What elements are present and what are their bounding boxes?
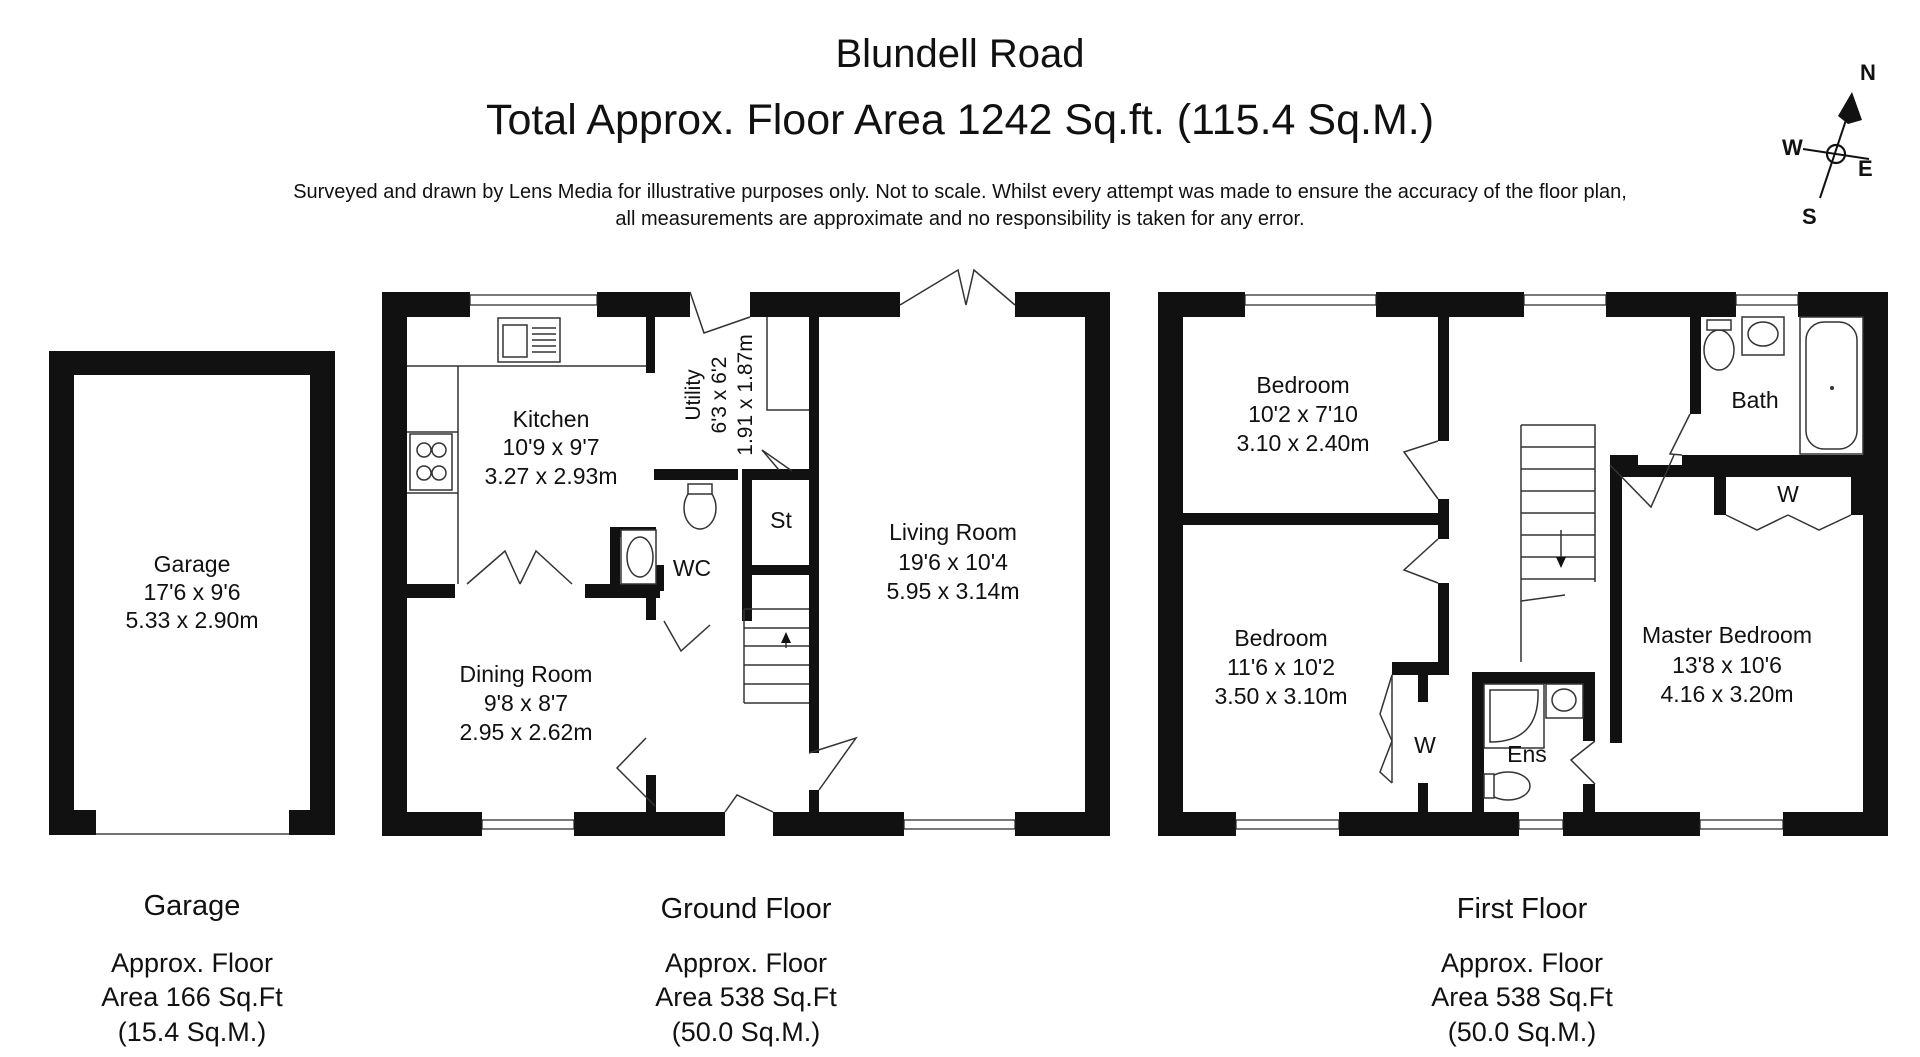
dining-room-name: Dining Room [459,661,593,687]
page-title: Blundell Road [835,32,1085,76]
living-room-imperial: 19'6 x 10'4 [898,549,1008,575]
wc-name: WC [672,555,712,581]
master-bedroom-imperial: 13'8 x 10'6 [1672,652,1782,678]
ground-floor-footer-line2: Area 538 Sq.Ft [655,982,837,1012]
master-bedroom-metric: 4.16 x 3.20m [1660,681,1794,707]
utility-name: Utility [682,369,705,421]
first-floor-footer [1431,893,1613,1047]
bath-name: Bath [1731,387,1779,413]
ensuite-name: Ens [1507,741,1547,767]
disclaimer-line-1: Surveyed and drawn by Lens Media for illustrative purposes only. Not to scale. Whilst every attempt was made to ensure the accuracy of the floor plan, [293,181,1627,203]
bedroom-2-metric: 3.50 x 3.10m [1214,683,1348,709]
ground-floor-plan [382,270,1110,836]
disclaimer-line-2: all measurements are approximate and no responsibility is taken for any error. [615,208,1305,230]
garage-footer-name: Garage [143,890,241,922]
dining-room-imperial: 9'8 x 8'7 [483,690,569,716]
wardrobe-master-name: W [1777,481,1799,507]
first-floor-footer-line3: (50.0 Sq.M.) [1447,1017,1597,1047]
utility-metric: 1.91 x 1.87m [734,334,757,456]
compass-icon [1782,60,1876,229]
utility-imperial: 6'3 x 6'2 [708,356,731,434]
master-bedroom-name: Master Bedroom [1641,622,1813,648]
store-name: St [770,507,792,533]
kitchen-name: Kitchen [512,406,590,432]
first-floor-footer-name: First Floor [1456,893,1588,925]
garage-room-name: Garage [153,551,231,577]
bedroom-1-name: Bedroom [1256,372,1350,398]
compass-e-label: E [1858,156,1873,181]
ground-floor-footer-line1: Approx. Floor [664,948,828,978]
total-floor-area: Total Approx. Floor Area 1242 Sq.ft. (115.4 Sq.M.) [485,96,1435,144]
garage-footer-line3: (15.4 Sq.M.) [117,1017,267,1047]
compass-w-label: W [1782,135,1803,160]
garage-footer [101,890,283,1047]
compass-s-label: S [1802,204,1817,229]
kitchen-metric: 3.27 x 2.93m [484,463,618,489]
compass-n-label: N [1860,60,1876,85]
first-floor-plan [1158,292,1888,836]
wardrobe-bedroom-2-name: W [1414,732,1436,758]
dining-room-metric: 2.95 x 2.62m [459,719,593,745]
bedroom-1-imperial: 10'2 x 7'10 [1248,401,1358,427]
first-floor-footer-line2: Area 538 Sq.Ft [1431,982,1613,1012]
ground-floor-footer-name: Ground Floor [660,893,832,925]
garage-room-metric: 5.33 x 2.90m [125,607,259,633]
living-room-name: Living Room [889,519,1017,545]
living-room-metric: 5.95 x 3.14m [886,578,1020,604]
bedroom-2-imperial: 11'6 x 10'2 [1226,654,1336,680]
ground-floor-footer [655,893,837,1047]
garage-footer-line1: Approx. Floor [110,948,274,978]
bedroom-1-metric: 3.10 x 2.40m [1236,430,1370,456]
garage-plan [49,351,335,835]
first-floor-footer-line1: Approx. Floor [1440,948,1604,978]
ground-floor-footer-line3: (50.0 Sq.M.) [671,1017,821,1047]
kitchen-imperial: 10'9 x 9'7 [502,434,600,460]
bedroom-2-name: Bedroom [1234,625,1328,651]
garage-room-imperial: 17'6 x 9'6 [143,579,241,605]
garage-footer-line2: Area 166 Sq.Ft [101,982,283,1012]
